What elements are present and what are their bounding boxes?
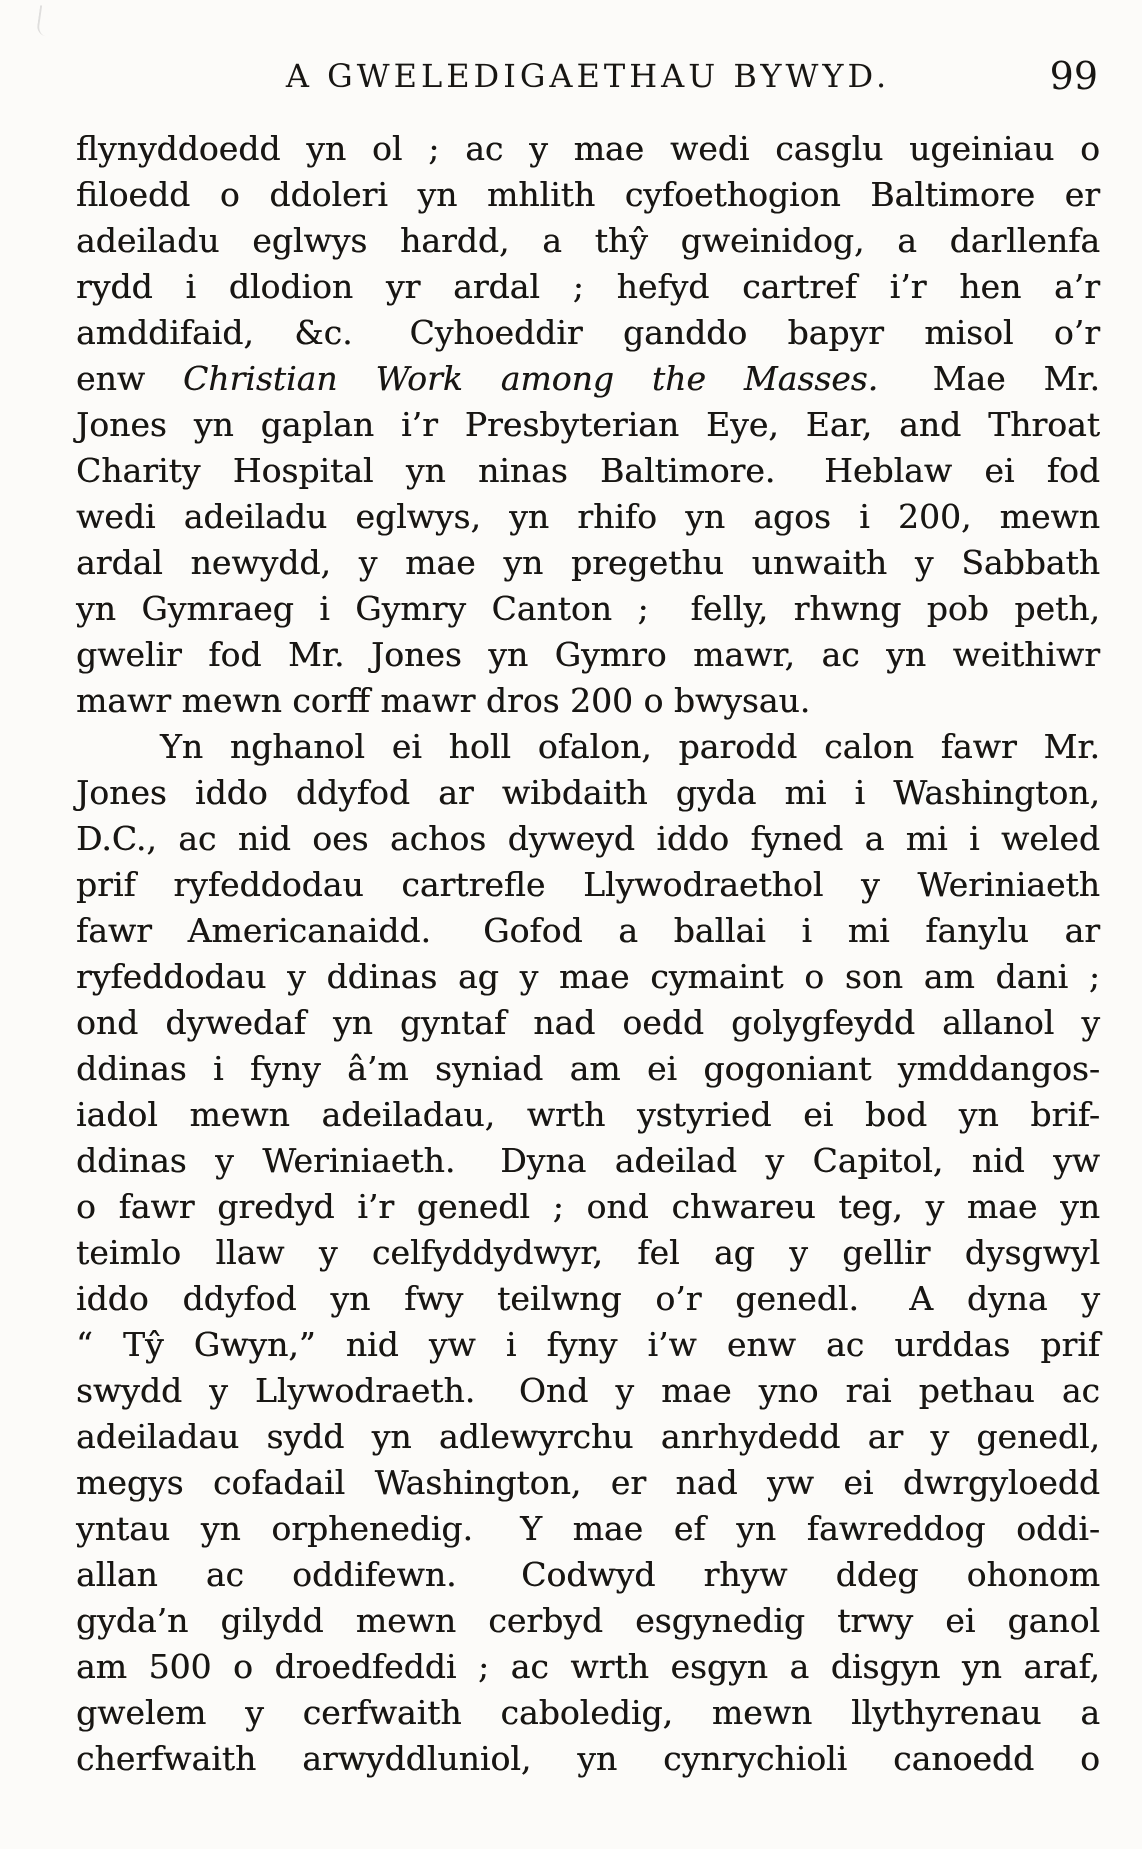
running-title: A GWELEDIGAETHAU BYWYD. (285, 57, 891, 95)
text-segment: iadol mewn adeiladau, wrth ystyried ei bod yn brif- (76, 1095, 1100, 1134)
text-segment: filoedd o ddoleri yn mhlith cyfoethogion Baltimore er (76, 175, 1100, 214)
text-line (76, 632, 1100, 678)
text-line (76, 264, 1100, 310)
text-segment: rydd i dlodion yr ardal ; hefyd cartref i’r hen a’r (76, 267, 1100, 306)
text-line (76, 1506, 1100, 1552)
text-line (76, 402, 1100, 448)
text-segment: enw (76, 359, 183, 398)
text-segment: gwelir fod Mr. Jones yn Gymro mawr, ac yn weithiwr (76, 635, 1100, 674)
text-segment: allan ac oddifewn. Codwyd rhyw ddeg ohonom (76, 1555, 1100, 1594)
text-line (76, 678, 1100, 724)
text-segment: teimlo llaw y celfyddydwyr, fel ag y gellir dysgwyl (76, 1233, 1100, 1272)
text-line (76, 1276, 1100, 1322)
text-segment: gwelem y cerfwaith caboledig, mewn llythyrenau a (76, 1693, 1100, 1732)
text-segment: swydd y Llywodraeth. Ond y mae yno rai pethau ac (76, 1371, 1100, 1410)
text-line (76, 540, 1100, 586)
text-segment: “ Tŷ Gwyn,” nid yw i fyny i’w enw ac urddas prif (76, 1325, 1100, 1364)
text-segment: ardal newydd, y mae yn pregethu unwaith y Sabbath (76, 543, 1100, 582)
text-segment: ryfeddodau y ddinas ag y mae cymaint o son am dani ; (76, 957, 1100, 996)
text-line (76, 724, 1100, 770)
text-segment: Charity Hospital yn ninas Baltimore. Heblaw ei fod (76, 451, 1100, 490)
text-line (76, 1092, 1100, 1138)
page-content (76, 52, 1100, 1782)
text-line (76, 1000, 1100, 1046)
text-line (76, 954, 1100, 1000)
text-segment: ddinas y Weriniaeth. Dyna adeilad y Capitol, nid yw (76, 1141, 1100, 1180)
text-segment: Mae Mr. (878, 359, 1100, 398)
text-segment: amddifaid, &c. Cyhoeddir ganddo bapyr misol o’r (76, 313, 1100, 352)
text-line (76, 172, 1100, 218)
text-line (76, 218, 1100, 264)
text-line (76, 1184, 1100, 1230)
text-line (76, 1414, 1100, 1460)
text-segment: mawr mewn corff mawr dros 200 o bwysau. (76, 681, 811, 720)
page-body (76, 126, 1100, 1782)
text-line (76, 448, 1100, 494)
text-line (76, 310, 1100, 356)
text-line (76, 356, 1100, 402)
text-segment: ond dywedaf yn gyntaf nad oedd golygfeydd allanol y (76, 1003, 1100, 1042)
text-line (76, 1690, 1100, 1736)
scan-artifact (36, 5, 54, 37)
text-line (76, 770, 1100, 816)
text-segment: D.C., ac nid oes achos dyweyd iddo fyned a mi i weled (76, 819, 1100, 858)
text-segment: yn Gymraeg i Gymry Canton ; felly, rhwng pob peth, (76, 589, 1100, 628)
text-line (76, 1368, 1100, 1414)
text-line (76, 494, 1100, 540)
text-line (76, 908, 1100, 954)
text-segment: ddinas i fyny â’m syniad am ei gogoniant ymddangos- (76, 1049, 1100, 1088)
text-segment: Jones iddo ddyfod ar wibdaith gyda mi i Washington, (76, 773, 1100, 812)
text-line (76, 816, 1100, 862)
text-segment: prif ryfeddodau cartrefle Llywodraethol y Weriniaeth (76, 865, 1100, 904)
text-line (76, 1736, 1100, 1782)
text-line (76, 1230, 1100, 1276)
text-segment: megys cofadail Washington, er nad yw ei dwrgyloedd (76, 1463, 1100, 1502)
text-line (76, 862, 1100, 908)
text-line (76, 1644, 1100, 1690)
text-line (76, 126, 1100, 172)
text-line (76, 1552, 1100, 1598)
text-segment: yntau yn orphenedig. Y mae ef yn fawreddog oddi- (76, 1509, 1100, 1548)
text-segment: o fawr gredyd i’r genedl ; ond chwareu teg, y mae yn (76, 1187, 1100, 1226)
text-line (76, 1598, 1100, 1644)
text-line (76, 1138, 1100, 1184)
text-segment: adeiladu eglwys hardd, a thŷ gweinidog, a darllenfa (76, 221, 1100, 260)
text-segment: iddo ddyfod yn fwy teilwng o’r genedl. A dyna y (76, 1279, 1100, 1318)
text-line (76, 1322, 1100, 1368)
text-segment: am 500 o droedfeddi ; ac wrth esgyn a disgyn yn araf, (76, 1647, 1100, 1686)
text-segment: Jones yn gaplan i’r Presbyterian Eye, Ear, and Throat (76, 405, 1100, 444)
italic-text: Christian Work among the Masses. (182, 359, 879, 398)
text-line (76, 1046, 1100, 1092)
text-segment: wedi adeiladu eglwys, yn rhifo yn agos i 200, mewn (76, 497, 1100, 536)
text-segment: gyda’n gilydd mewn cerbyd esgynedig trwy ei ganol (76, 1601, 1100, 1640)
text-segment: fawr Americanaidd. Gofod a ballai i mi fanylu ar (76, 911, 1100, 950)
text-line (76, 586, 1100, 632)
page-header (76, 52, 1100, 100)
text-line (76, 1460, 1100, 1506)
text-segment: Yn nghanol ei holl ofalon, parodd calon fawr Mr. (160, 727, 1100, 766)
text-segment: cherfwaith arwyddluniol, yn cynrychioli canoedd o (76, 1739, 1100, 1778)
text-segment: adeiladau sydd yn adlewyrchu anrhydedd ar y genedl, (76, 1417, 1100, 1456)
page-number: 99 (1049, 54, 1098, 98)
text-segment: flynyddoedd yn ol ; ac y mae wedi casglu ugeiniau o (76, 129, 1100, 168)
